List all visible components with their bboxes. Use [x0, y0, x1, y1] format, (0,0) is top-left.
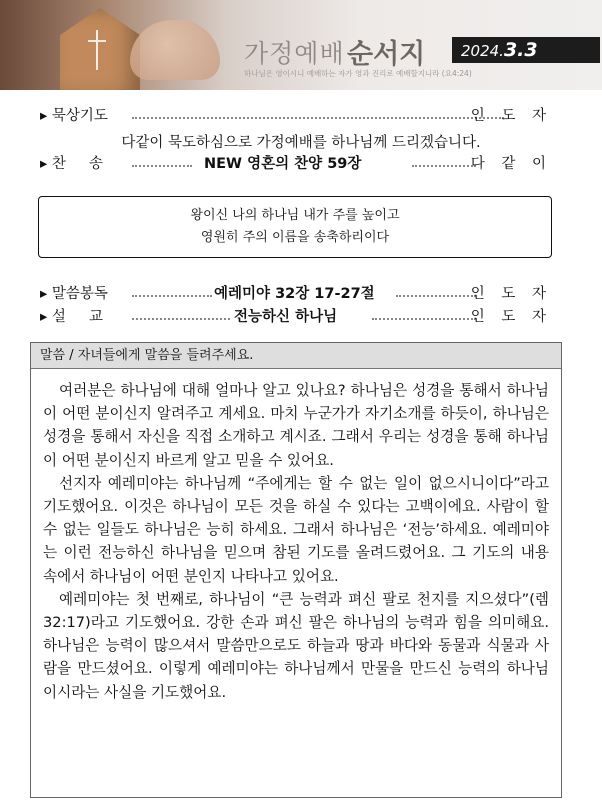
- leader-dots: [132, 295, 212, 297]
- sermon-paragraph: 선지자 예레미야는 하나님께 “주에게는 할 수 없는 일이 없으시니이다”라고 기도했어요. 이것은 하나님이 모든 것을 하실 수 있다는 고백이에요. 사람이 할 수 없는 일들도 하나님은 능히 하세요. 그래서 하나님은 ‘전능’하세요. 예레미야는 이런 전능하신 하나님을 믿으며 참된 기도를 올려드렸어요. 그 기도의 내용 속에서 하나님이 어떤 분인지 나타나고 있어요.: [43, 474, 549, 585]
- hymn-row: [40, 154, 552, 174]
- hymn-leader: 다 같 이: [470, 156, 552, 172]
- sermon-section: [30, 342, 562, 798]
- leader-dots: [412, 165, 476, 167]
- title-plain: 가정예배: [244, 39, 345, 68]
- leader-dots: [396, 295, 476, 297]
- sermon-order-title: 전능하신 하나님: [234, 309, 338, 325]
- hymn-lyric-line: 왕이신 나의 하나님 내가 주를 높이고: [190, 208, 400, 223]
- date-badge: [452, 37, 600, 63]
- hands-image: [130, 20, 220, 80]
- silent-prayer-row: [40, 106, 552, 126]
- reading-passage: 예레미야 32장 17-27절: [214, 286, 375, 302]
- silent-prayer-leader: 인 도 자: [470, 108, 552, 124]
- leader-dots: [132, 318, 230, 320]
- hymn-title: NEW 영혼의 찬양 59장: [204, 156, 362, 172]
- hymn-label: ▸ 찬 송: [40, 156, 103, 172]
- leader-dots: [132, 165, 192, 167]
- header-verse: 하나님은 영이시니 예배하는 자가 영과 진리로 예배할지니라 (요4:24): [244, 69, 472, 78]
- leader-dots: [372, 318, 476, 320]
- sermon-paragraph: 여러분은 하나님에 대해 얼마나 알고 있나요? 하나님은 성경을 통해서 하나님이 어떤 분이신지 알려주고 계세요. 마치 누군가가 자기소개를 하듯이, 하나님은 성경을 통해서 자신을 직접 소개하고 계시죠. 그래서 우리는 성경을 통해 하나님이 어떤 분이신지 바르게 알고 믿을 수 있어요.: [43, 382, 549, 469]
- sermon-order-leader: 인 도 자: [470, 309, 552, 325]
- hymn-lyric-line: 영원히 주의 이름을 송축하리이다: [200, 230, 390, 245]
- reading-label: ▸ 말씀봉독: [40, 286, 108, 302]
- sermon-order-row: [40, 307, 552, 327]
- sermon-body: [31, 369, 561, 704]
- reading-row: [40, 284, 552, 304]
- sermon-paragraph: 예레미야는 첫 번째로, 하나님이 “큰 능력과 펴신 팔로 천지를 지으셨다”(렘 32:17)라고 기도했어요. 강한 손과 펴신 팔은 하나님의 능력과 힘을 의미해요. 하나님은 능력이 많으셔서 말씀만으로도 하늘과 땅과 바다와 동물과 식물과 사람을 만드셨어요. 이렇게 예레미야는 하나님께서 만물을 만드신 능력의 하나님이시라는 사실을 기도했어요.: [43, 590, 549, 701]
- title-bold: 순서지: [347, 39, 426, 70]
- house-image: [60, 8, 140, 90]
- date-day: 3.3: [503, 39, 538, 61]
- reading-leader: 인 도 자: [470, 286, 552, 302]
- sermon-heading: 말씀 / 자녀들에게 말씀을 들려주세요.: [31, 343, 561, 369]
- date-prefix: 2024.: [461, 42, 504, 60]
- header-banner: [0, 0, 602, 90]
- leader-dots: [132, 117, 504, 119]
- silent-prayer-label: ▸ 묵상기도: [40, 108, 108, 124]
- cross-icon: [96, 30, 98, 70]
- sermon-order-label: ▸ 설 교: [40, 309, 103, 325]
- hymn-lyrics-box: [38, 196, 552, 258]
- invitation-text: 다같이 묵도하심으로 가정예배를 하나님께 드리겠습니다.: [121, 135, 481, 151]
